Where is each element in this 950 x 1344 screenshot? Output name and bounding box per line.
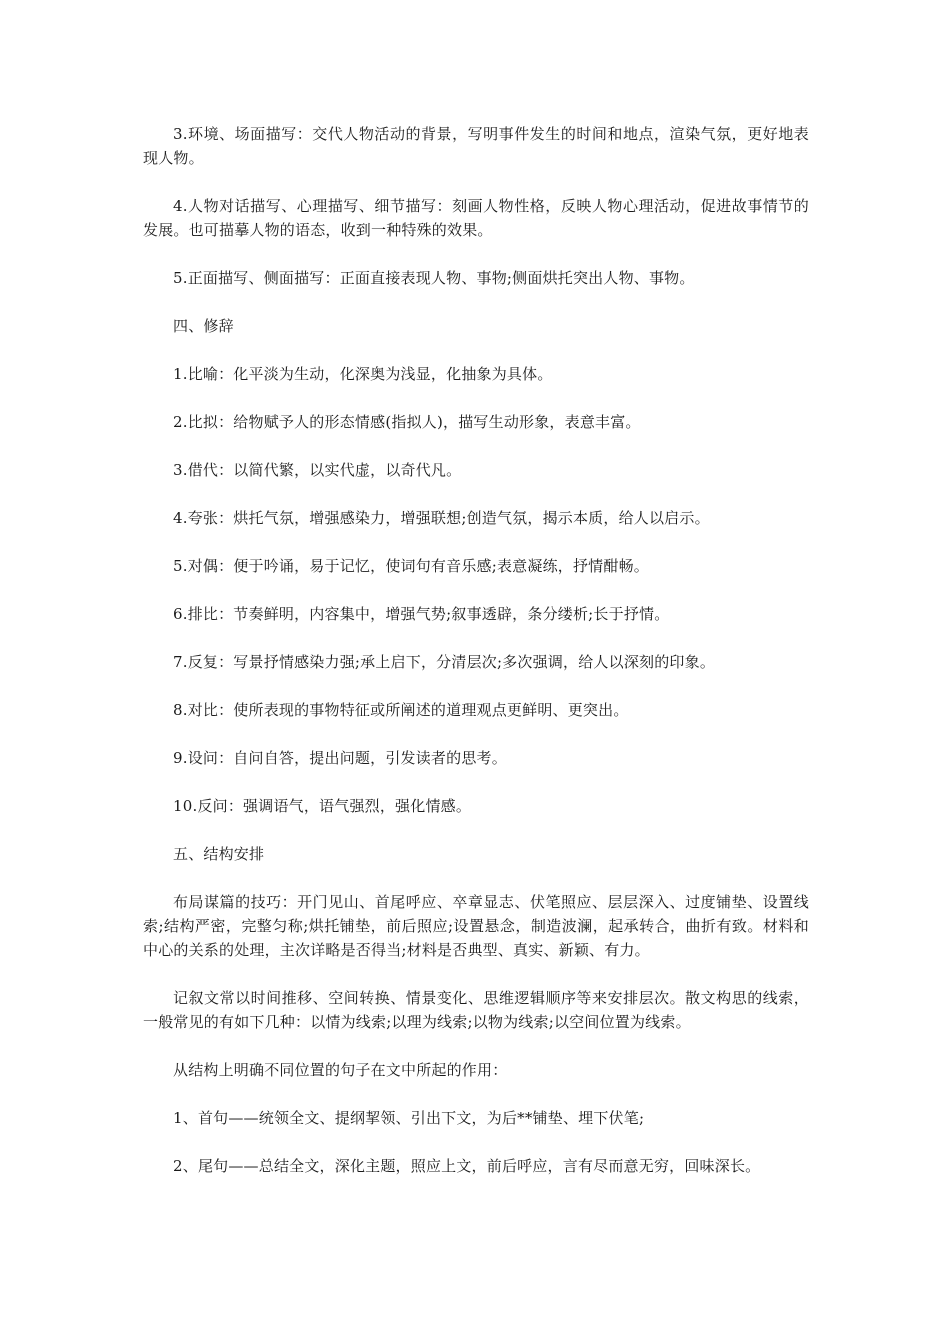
paragraph-parallelism: 6.排比：节奏鲜明，内容集中，增强气势;叙事透辟，条分缕析;长于抒情。 — [173, 605, 670, 623]
paragraph-first-sentence-role: 1、首句——统领全文、提纲挈领、引出下文，为后**铺垫、埋下伏笔; — [173, 1109, 645, 1127]
paragraph-narrative-clues: 记叙文常以时间推移、空间转换、情景变化、思维逻辑顺序等来安排层次。散文构思的线索，一般常见的有如下几种：以情为线索;以理为线索;以物为线索;以空间位置为线索。 — [143, 989, 809, 1031]
paragraph-metonymy: 3.借代：以简代繁，以实代虚，以奇代凡。 — [173, 461, 462, 479]
paragraph-environment-description: 3.环境、场面描写：交代人物活动的背景，写明事件发生的时间和地点，渲染气氛，更好地表现人物。 — [143, 125, 809, 167]
paragraph-hyperbole: 4.夸张：烘托气氛，增强感染力，增强联想;创造气氛，揭示本质，给人以启示。 — [173, 509, 710, 527]
paragraph-sentence-roles-intro: 从结构上明确不同位置的句子在文中所起的作用： — [173, 1061, 508, 1079]
paragraph-metaphor: 1.比喻：化平淡为生动，化深奥为浅显，化抽象为具体。 — [173, 365, 553, 383]
section-heading-rhetoric: 四、修辞 — [173, 317, 234, 335]
paragraph-antithesis: 5.对偶：便于吟诵，易于记忆，使词句有音乐感;表意凝练，抒情酣畅。 — [173, 557, 649, 575]
paragraph-direct-indirect-description: 5.正面描写、侧面描写：正面直接表现人物、事物;侧面烘托突出人物、事物。 — [173, 269, 695, 287]
document-page — [143, 122, 809, 1178]
paragraph-dialogue-description: 4.人物对话描写、心理描写、细节描写：刻画人物性格，反映人物心理活动，促进故事情节的发展。也可描摹人物的语态，收到一种特殊的效果。 — [143, 197, 809, 239]
paragraph-repetition: 7.反复：写景抒情感染力强;承上启下，分清层次;多次强调，给人以深刻的印象。 — [173, 653, 716, 671]
section-heading-structure: 五、结构安排 — [173, 845, 265, 863]
paragraph-hypophora: 9.设问：自问自答，提出问题，引发读者的思考。 — [173, 749, 507, 767]
paragraph-contrast: 8.对比：使所表现的事物特征或所阐述的道理观点更鲜明、更突出。 — [173, 701, 629, 719]
paragraph-last-sentence-role: 2、尾句——总结全文，深化主题，照应上文，前后呼应，言有尽而意无穷，回味深长。 — [173, 1157, 761, 1175]
paragraph-personification: 2.比拟：给物赋予人的形态情感(指拟人)，描写生动形象，表意丰富。 — [173, 413, 641, 431]
paragraph-layout-techniques: 布局谋篇的技巧：开门见山、首尾呼应、卒章显志、伏笔照应、层层深入、过度铺垫、设置线索;结构严密，完整匀称;烘托铺垫，前后照应;设置悬念，制造波澜，起承转合，曲折有致。材料和中心的关系的处理，主次详略是否得当;材料是否典型、真实、新颖、有力。 — [143, 893, 809, 959]
paragraph-rhetorical-question: 10.反问：强调语气，语气强烈，强化情感。 — [173, 797, 472, 815]
